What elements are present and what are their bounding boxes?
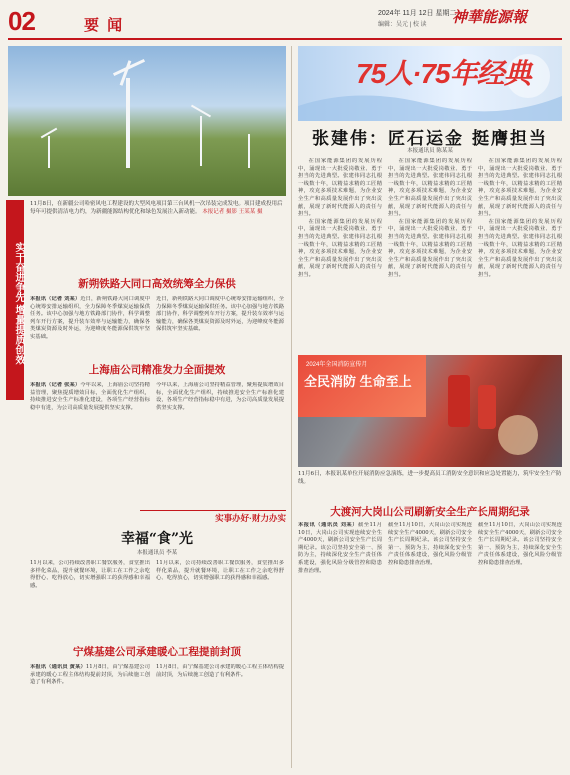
feature-body-col1 bbox=[298, 158, 382, 348]
column-separator bbox=[291, 46, 292, 768]
feature-byline: 本报通讯员 陈某某 bbox=[407, 148, 453, 154]
article-title-shanghai: 上海庙公司精准发力全面提效 bbox=[88, 364, 226, 376]
photo-caption-text: 11月8日，在新疆公司哈密风电工程建设的大型风电项目第三台风机一次吊装完成发电。项目建成投用后每年可提供清洁电力约，为新疆能源结构优化和绿色发展注入新动能。 bbox=[30, 201, 283, 215]
wind-farm-photo bbox=[8, 46, 286, 196]
dagangshan-body-col2 bbox=[388, 522, 472, 766]
article-title-dagangshan: 大渡河大岗山公司刷新安全生产长周期纪录 bbox=[330, 506, 530, 518]
article-body-canteen bbox=[30, 560, 150, 636]
column-rule bbox=[140, 510, 286, 511]
canteen-text-cont: 11月以来，公司持续改善职工餐饮服务，食堂推出多样化菜品，提升就餐环境，让职工在工作之余吃得舒心、吃得放心，切实增强职工的获得感和幸福感。 bbox=[156, 560, 284, 582]
article-body-canteen-col2 bbox=[156, 560, 284, 636]
dagangshan-byline: 本报讯（通讯员 刘某） bbox=[298, 522, 358, 528]
photo-caption bbox=[30, 200, 284, 216]
feature-text-3b: 在国家能源集团的发展历程中，涌现出一大批爱岗敬业、勇于担当的先进典型。张建伟同志扎根一线数十年，以精益求精的工匠精神，攻克多项技术难题，为企业安全生产和高质量发展作出了突出贡献，展现了新时代能源人的责任与担当。 bbox=[478, 218, 562, 278]
railway-text-cont: 近日，新朔铁路大同口调度中心统筹安排运输组织，全力保障冬季煤炭运输保供任务。该中心加强与地方铁路部门协作，科学调整列车开行方案，提升装车效率与运输能力，确保各类煤炭资源及时外运，为迎峰度冬能源保供筑牢坚实基础。 bbox=[156, 296, 284, 333]
article-body-shanghai-col2 bbox=[156, 382, 284, 506]
article-body-ningxia-col2 bbox=[156, 664, 284, 768]
dagangshan-text: 截至11月10日，大岗山公司实现连续安全生产4000天，刷新公司安全生产长周期纪录。该公司坚持安全第一、预防为主，持续深化安全生产责任体系建设，强化风险分级管控和隐患排查治理。 bbox=[298, 522, 382, 574]
header-rule bbox=[8, 38, 562, 40]
feature-text-1: 在国家能源集团的发展历程中，涌现出一大批爱岗敬业、勇于担当的先进典型。张建伟同志扎根一线数十年，以精益求精的工匠精神，攻克多项技术难题，为企业安全生产和高质量发展作出了突出贡献，展现了新时代能源人的责任与担当。 bbox=[298, 158, 382, 218]
ningxia-text: 11月8日，由宁煤基建公司承建的暖心工程主体结构提前封顶，为后续施工创造了有利条件。 bbox=[30, 664, 150, 686]
railway-byline: 本报讯（记者 刘某） bbox=[30, 296, 81, 302]
photo-credit: 本报记者 摄影 王某某 摄 bbox=[202, 209, 263, 215]
feature-text-1b: 在国家能源集团的发展历程中，涌现出一大批爱岗敬业、勇于担当的先进典型。张建伟同志扎根一线数十年，以精益求精的工匠精神，攻克多项技术难题，为企业安全生产和高质量发展作出了突出贡献，展现了新时代能源人的责任与担当。 bbox=[298, 218, 382, 278]
fire-extinguisher bbox=[478, 385, 496, 429]
poster-label: 2024年全国消防宣传月 bbox=[306, 362, 368, 368]
column-label: 实事办好·财力办实 bbox=[215, 513, 286, 523]
ningxia-text-cont: 11月8日，由宁煤基建公司承建的暖心工程主体结构提前封顶，为后续施工创造了有利条件。 bbox=[156, 664, 284, 678]
dagangshan-text-2: 截至11月10日，大岗山公司实现连续安全生产4000天，刷新公司安全生产长周期纪录。该公司坚持安全第一、预防为主，持续深化安全生产责任体系建设，强化风险分级管控和隐患排查治理。 bbox=[388, 522, 472, 566]
dagangshan-body-col1 bbox=[298, 522, 382, 766]
issue-date: 2024年 11月 12日 星期二 bbox=[378, 10, 457, 17]
shanghai-text: 今年以来，上海庙公司坚持精益管理，聚焦提质增效目标，全面优化生产组织，持续推进安全生产标准化建设，各项生产经营指标稳中有进，为公司高质量发展提供坚实支撑。 bbox=[30, 382, 150, 411]
section-name: 要 闻 bbox=[84, 17, 125, 34]
canteen-text: 11月以来，公司持续改善职工餐饮服务，食堂推出多样化菜品，提升就餐环境，让职工在工作之余吃得舒心、吃得放心，切实增强职工的获得感和幸福感。 bbox=[30, 560, 150, 589]
feature-body-col2 bbox=[388, 158, 472, 348]
fire-month-poster bbox=[298, 355, 426, 417]
shanghai-byline: 本报讯（记者 张某） bbox=[30, 382, 81, 388]
masthead-title: 75人·75年经典 bbox=[356, 58, 531, 89]
article-body-railway-col2 bbox=[156, 296, 284, 356]
fire-extinguisher bbox=[448, 375, 470, 427]
article-body-ningxia bbox=[30, 664, 150, 768]
ningxia-byline: 本报讯（通讯员 黄某） bbox=[30, 664, 86, 670]
newspaper-brand: 神華能源報 bbox=[452, 10, 528, 26]
canteen-byline: 本报通讯员 李某 bbox=[136, 550, 178, 556]
fire-caption: 11月6日，本报讯某单位开展消防应急演练，进一步提高员工消防安全意识和应急处置能力，筑牢安全生产防线。 bbox=[298, 471, 562, 485]
feature-text-3: 在国家能源集团的发展历程中，涌现出一大批爱岗敬业、勇于担当的先进典型。张建伟同志扎根一线数十年，以精益求精的工匠精神，攻克多项技术难题，为企业安全生产和高质量发展作出了突出贡献，展现了新时代能源人的责任与担当。 bbox=[478, 158, 562, 218]
feature-title: 张建伟：匠石运金 挺膺担当 bbox=[312, 129, 548, 149]
feature-body-col3 bbox=[478, 158, 562, 348]
article-body-shanghai bbox=[30, 382, 150, 506]
dagangshan-body-col3 bbox=[478, 522, 562, 766]
article-title-ningxia: 宁煤基建公司承建暖心工程提前封顶 bbox=[73, 646, 241, 658]
article-title-canteen: 幸福“食”光 bbox=[120, 531, 194, 547]
poster-slogan: 全民消防 生命至上 bbox=[304, 374, 412, 389]
editor-credit: 编辑：吴元 | 校 读 bbox=[378, 22, 427, 28]
page-header bbox=[0, 0, 570, 46]
railway-text: 近日，新朔铁路大同口调度中心统筹安排运输组织，全力保障冬季煤炭运输保供任务。该中心加强与地方铁路部门协作，科学调整列车开行方案，提升装车效率与运输能力，确保各类煤炭资源及时外运，为迎峰度冬能源保供筑牢坚实基础。 bbox=[30, 296, 150, 340]
firefighter-figure bbox=[498, 415, 538, 455]
shanghai-text-cont: 今年以来，上海庙公司坚持精益管理，聚焦提质增效目标，全面优化生产组织，持续推进安全生产标准化建设，各项生产经营指标稳中有进，为公司高质量发展提供坚实支撑。 bbox=[156, 382, 284, 411]
feature-text-2: 在国家能源集团的发展历程中，涌现出一大批爱岗敬业、勇于担当的先进典型。张建伟同志扎根一线数十年，以精益求精的工匠精神，攻克多项技术难题，为企业安全生产和高质量发展作出了突出贡献，展现了新时代能源人的责任与担当。 bbox=[388, 158, 472, 218]
article-title-railway: 新朔铁路大同口高效统筹全力保供 bbox=[78, 278, 236, 290]
vertical-banner: 实干奋进争先 增量提质创效 bbox=[6, 200, 24, 400]
article-body-railway bbox=[30, 296, 150, 356]
dagangshan-text-3: 截至11月10日，大岗山公司实现连续安全生产4000天，刷新公司安全生产长周期纪录。该公司坚持安全第一、预防为主，持续深化安全生产责任体系建设，强化风险分级管控和隐患排查治理。 bbox=[478, 522, 562, 566]
page-number: 02 bbox=[8, 6, 35, 36]
feature-text-2b: 在国家能源集团的发展历程中，涌现出一大批爱岗敬业、勇于担当的先进典型。张建伟同志扎根一线数十年，以精益求精的工匠精神，攻克多项技术难题，为企业安全生产和高质量发展作出了突出贡献，展现了新时代能源人的责任与担当。 bbox=[388, 218, 472, 278]
